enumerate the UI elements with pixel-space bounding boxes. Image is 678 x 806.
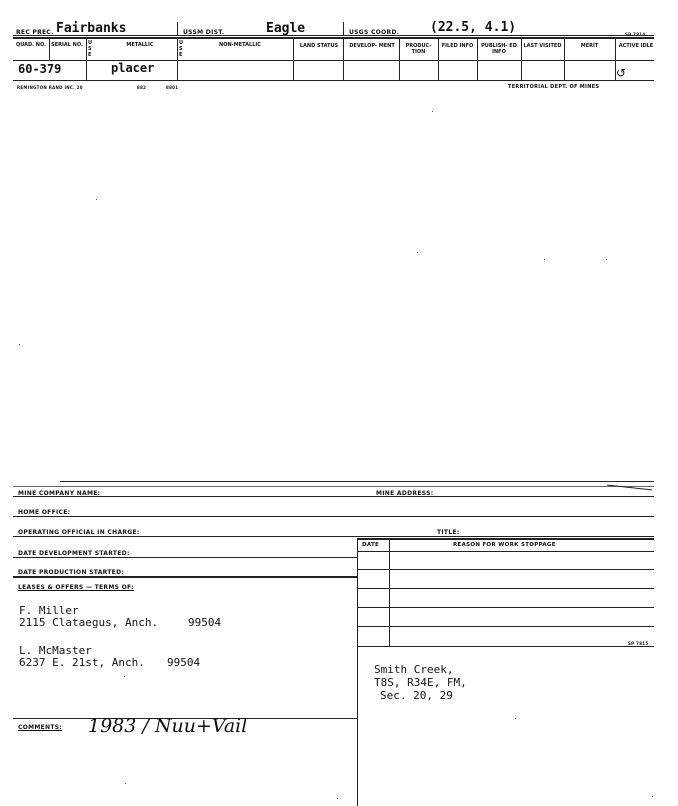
bottom-top-rule [60, 481, 654, 482]
lease-1-address: 2115 Clataegus, Anch. [19, 616, 159, 629]
rec-prec-value: Fairbanks [56, 21, 127, 36]
lease-1-zip: 99504 [188, 616, 222, 629]
lease-2-zip: 99504 [167, 656, 201, 669]
operating-official-label: OPERATING OFFICIAL IN CHARGE: [18, 529, 140, 536]
lease-2-address: 6237 E. 21st, Anch. [19, 656, 145, 669]
title-label: TITLE: [437, 529, 460, 536]
col-sep-published [521, 38, 522, 80]
speck [432, 111, 433, 112]
col-sep-development [399, 38, 400, 80]
col-sep-metallic [177, 38, 178, 80]
home-office-label: HOME OFFICE: [18, 509, 71, 516]
company-line [13, 496, 654, 497]
location-line-1: Smith Creek, [374, 663, 454, 676]
col-sep-nonmetallic [293, 38, 294, 80]
col-merit: MERIT [580, 43, 599, 49]
date-production-line [13, 576, 357, 578]
ussm-dist-label: USSM DIST. [183, 29, 225, 36]
col-published-info: PUBLISH- ED INFO [481, 43, 517, 55]
col-quad-no: QUAD. NO. [15, 42, 47, 48]
col-serial-no: SERIAL NO. [51, 42, 83, 48]
stoppage-date-sep [389, 538, 390, 647]
speck [19, 344, 20, 345]
speck [96, 199, 97, 200]
date-development-started-label: DATE DEVELOPMENT STARTED: [18, 550, 130, 557]
col-use-1: U S E [88, 40, 93, 58]
speck [515, 718, 516, 719]
speck [652, 796, 653, 797]
speck [125, 783, 126, 784]
printer-code-1: 882 [137, 85, 147, 90]
printer-imprint: REMINGTON RAND INC. 20 [17, 85, 83, 90]
stoppage-left-border [357, 538, 358, 806]
speck [124, 676, 125, 677]
handwritten-mark: ↺ [616, 66, 627, 80]
stoppage-row-6 [357, 646, 654, 647]
mine-company-name-label: MINE COMPANY NAME: [18, 490, 101, 497]
comments-handwritten: 1983 / Nuu+Vail [88, 715, 248, 737]
form-number: SP 7814 [625, 32, 646, 37]
speck [544, 259, 545, 260]
lease-2-name: L. McMaster [19, 644, 92, 657]
stoppage-header-rule [357, 538, 654, 540]
rec-prec-label: REC PREC. [16, 29, 54, 36]
col-filed-info: FILED INFO [441, 43, 474, 49]
ussm-dist-value: Eagle [266, 21, 306, 36]
usgs-coord-label: USGS COORD. [349, 29, 400, 36]
mine-address-label: MINE ADDRESS: [376, 490, 434, 497]
speck [606, 259, 607, 260]
col-land-status: LAND STATUS [299, 43, 339, 49]
header-rule-top [13, 35, 654, 36]
row1-sep-2 [343, 22, 344, 36]
form-number-2: SP 7815 [628, 641, 649, 646]
stoppage-reason-header: REASON FOR WORK STOPPAGE [453, 542, 556, 548]
usgs-coord-value: (22.5, 4.1) [430, 20, 517, 35]
lease-1-name: F. Miller [19, 604, 79, 617]
comments-label: COMMENTS: [18, 724, 63, 731]
date-production-started-label: DATE PRODUCTION STARTED: [18, 569, 125, 576]
quad-serial-value: 60-379 [18, 62, 62, 76]
col-sep-filed [477, 38, 478, 80]
col-production: PRODUC- TION [405, 43, 432, 55]
stoppage-row-1 [357, 551, 654, 552]
data-row-rule [13, 80, 654, 81]
col-non-metallic: NON-METALLIC [219, 42, 261, 48]
location-line-3: Sec. 20, 29 [380, 689, 453, 702]
header-rule-double [13, 37, 654, 39]
col-sep-land [343, 38, 344, 80]
row1-sep-1 [177, 22, 178, 36]
location-line-2: T8S, R34E, FM, [374, 676, 467, 689]
stoppage-row-4 [357, 607, 654, 608]
operating-official-line [13, 536, 654, 537]
metallic-value: placer [111, 61, 155, 75]
column-header-rule [13, 60, 654, 61]
home-office-line [13, 516, 654, 517]
speck [417, 252, 418, 253]
stoppage-date-header: DATE [362, 542, 380, 548]
stoppage-row-5 [357, 626, 654, 627]
bottom-faint-rule [13, 486, 654, 487]
printer-code-2: 8801 [166, 85, 179, 90]
col-sep-serial [86, 38, 87, 80]
leases-offers-label: LEASES & OFFERS — TERMS OF: [18, 584, 134, 591]
stoppage-row-3 [357, 588, 654, 589]
col-last-visited: LAST VISITED [523, 43, 562, 49]
col-sep-production [438, 38, 439, 80]
stoppage-row-2 [357, 569, 654, 570]
col-active-idle: ACTIVE IDLE [618, 43, 654, 49]
col-development: DEVELOP- MENT [349, 43, 395, 49]
col-metallic: METALLIC [126, 42, 154, 48]
speck [337, 798, 338, 799]
territorial-dept: TERRITORIAL DEPT. OF MINES [508, 84, 600, 90]
date-development-line [13, 557, 357, 558]
col-sep-last-visited [564, 38, 565, 80]
col-use-2: U S E [179, 40, 184, 58]
